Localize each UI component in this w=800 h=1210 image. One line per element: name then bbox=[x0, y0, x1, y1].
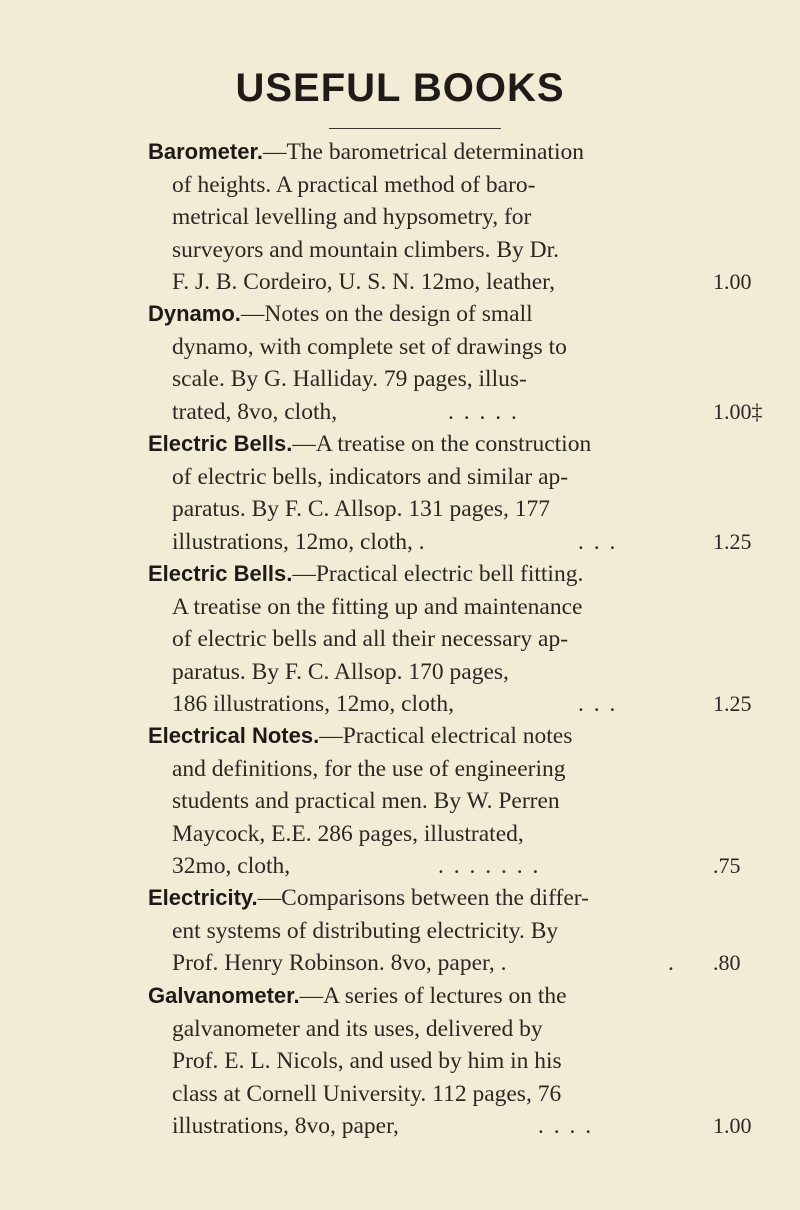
book-entry-barometer bbox=[148, 136, 752, 299]
entry-first-line bbox=[148, 558, 728, 591]
leader-dots: . . . . bbox=[538, 1113, 594, 1139]
entry-description: —A series of lectures on the bbox=[299, 983, 567, 1009]
entry-line-last bbox=[148, 850, 741, 883]
book-entry-electric-bells-2 bbox=[148, 558, 752, 721]
entry-price: 1.00 bbox=[713, 1113, 752, 1138]
entry-description: —Practical electrical notes bbox=[319, 723, 573, 749]
entry-title: Electricity. bbox=[148, 885, 258, 910]
entry-price: 1.00‡ bbox=[713, 398, 763, 424]
entry-line: surveyors and mountain climbers. By Dr. bbox=[172, 236, 560, 263]
entry-first-line bbox=[148, 136, 728, 169]
entry-price: 1.00 bbox=[713, 269, 752, 294]
leader-dots: . . . . . . . bbox=[438, 853, 541, 879]
entry-line: dynamo, with complete set of drawings to bbox=[172, 333, 567, 360]
entry-title: Electric Bells. bbox=[148, 431, 293, 456]
book-entry-dynamo bbox=[148, 298, 763, 428]
entry-first-line bbox=[148, 428, 728, 461]
entry-first-line bbox=[148, 980, 728, 1013]
entry-line: of electric bells, indicators and similar ap- bbox=[172, 463, 569, 490]
entry-line: ent systems of distributing electricity. By bbox=[172, 917, 559, 944]
entry-first-line bbox=[148, 882, 728, 915]
book-entry-electric-bells-1 bbox=[148, 428, 752, 558]
leader-dots: . . . bbox=[578, 691, 618, 717]
entry-line: A treatise on the fitting up and maintenance bbox=[172, 593, 583, 620]
entry-line: class at Cornell University. 112 pages, 76 bbox=[172, 1080, 562, 1107]
entry-line-text: 186 illustrations, 12mo, cloth, bbox=[172, 691, 454, 717]
page-title: USEFUL BOOKS bbox=[235, 66, 565, 110]
entry-line: students and practical men. By W. Perren bbox=[172, 788, 560, 814]
entry-title: Electric Bells. bbox=[148, 561, 293, 586]
entry-description: —Comparisons between the differ- bbox=[257, 885, 589, 911]
entry-line-text: illustrations, 12mo, cloth, . bbox=[172, 528, 425, 555]
entry-price: 1.25 bbox=[713, 691, 752, 716]
entry-line-last bbox=[148, 688, 752, 721]
entry-line-text: illustrations, 8vo, paper, bbox=[172, 1113, 399, 1139]
entry-title: Barometer. bbox=[148, 139, 263, 164]
entry-line-text: Prof. Henry Robinson. 8vo, paper, . bbox=[172, 950, 507, 976]
entry-description: —Practical electric bell fitting. bbox=[292, 561, 584, 587]
entry-line-text: F. J. B. Cordeiro, U. S. N. 12mo, leather, bbox=[172, 269, 555, 295]
entry-line-last bbox=[148, 396, 763, 429]
leader-dots: . . . . . bbox=[448, 398, 519, 425]
entry-line-text: trated, 8vo, cloth, bbox=[172, 398, 338, 425]
entry-price: .75 bbox=[713, 853, 741, 878]
entry-line: and definitions, for the use of engineering bbox=[172, 755, 566, 782]
title-rule bbox=[329, 128, 501, 129]
entry-first-line bbox=[148, 298, 728, 331]
entry-first-line bbox=[148, 720, 728, 753]
entry-line-last bbox=[148, 526, 752, 559]
entry-line: paratus. By F. C. Allsop. 170 pages, bbox=[172, 658, 509, 685]
entry-title: Electrical Notes. bbox=[148, 723, 320, 748]
entry-title: Galvanometer. bbox=[148, 983, 300, 1008]
entry-line: of electric bells and all their necessary ap- bbox=[172, 626, 569, 652]
entry-line: of heights. A practical method of baro- bbox=[172, 171, 536, 198]
entry-line: galvanometer and its uses, delivered by bbox=[172, 1015, 543, 1042]
entry-description: —A treatise on the construction bbox=[292, 431, 592, 457]
entry-line-text: 32mo, cloth, bbox=[172, 853, 291, 879]
leader-dots: . . . bbox=[578, 528, 618, 555]
entry-description: —Notes on the design of small bbox=[240, 301, 533, 327]
entry-line: Maycock, E.E. 286 pages, illustrated, bbox=[172, 820, 524, 847]
book-entry-galvanometer bbox=[148, 980, 752, 1143]
entry-line: Prof. E. L. Nicols, and used by him in his bbox=[172, 1048, 562, 1074]
entry-description: —The barometrical determination bbox=[262, 139, 584, 165]
book-entry-electrical-notes bbox=[148, 720, 741, 883]
entry-title: Dynamo. bbox=[148, 301, 241, 326]
entry-line: paratus. By F. C. Allsop. 131 pages, 177 bbox=[172, 496, 551, 522]
entry-line: scale. By G. Halliday. 79 pages, illus- bbox=[172, 366, 527, 392]
entry-line-last bbox=[148, 266, 752, 299]
entry-line-last bbox=[148, 947, 741, 980]
leader-dots: . bbox=[668, 950, 676, 976]
entry-price: .80 bbox=[713, 950, 741, 975]
entry-line: metrical levelling and hypsometry, for bbox=[172, 204, 532, 230]
book-entry-electricity bbox=[148, 882, 741, 980]
entry-price: 1.25 bbox=[713, 528, 752, 554]
entry-line-last bbox=[148, 1110, 752, 1143]
